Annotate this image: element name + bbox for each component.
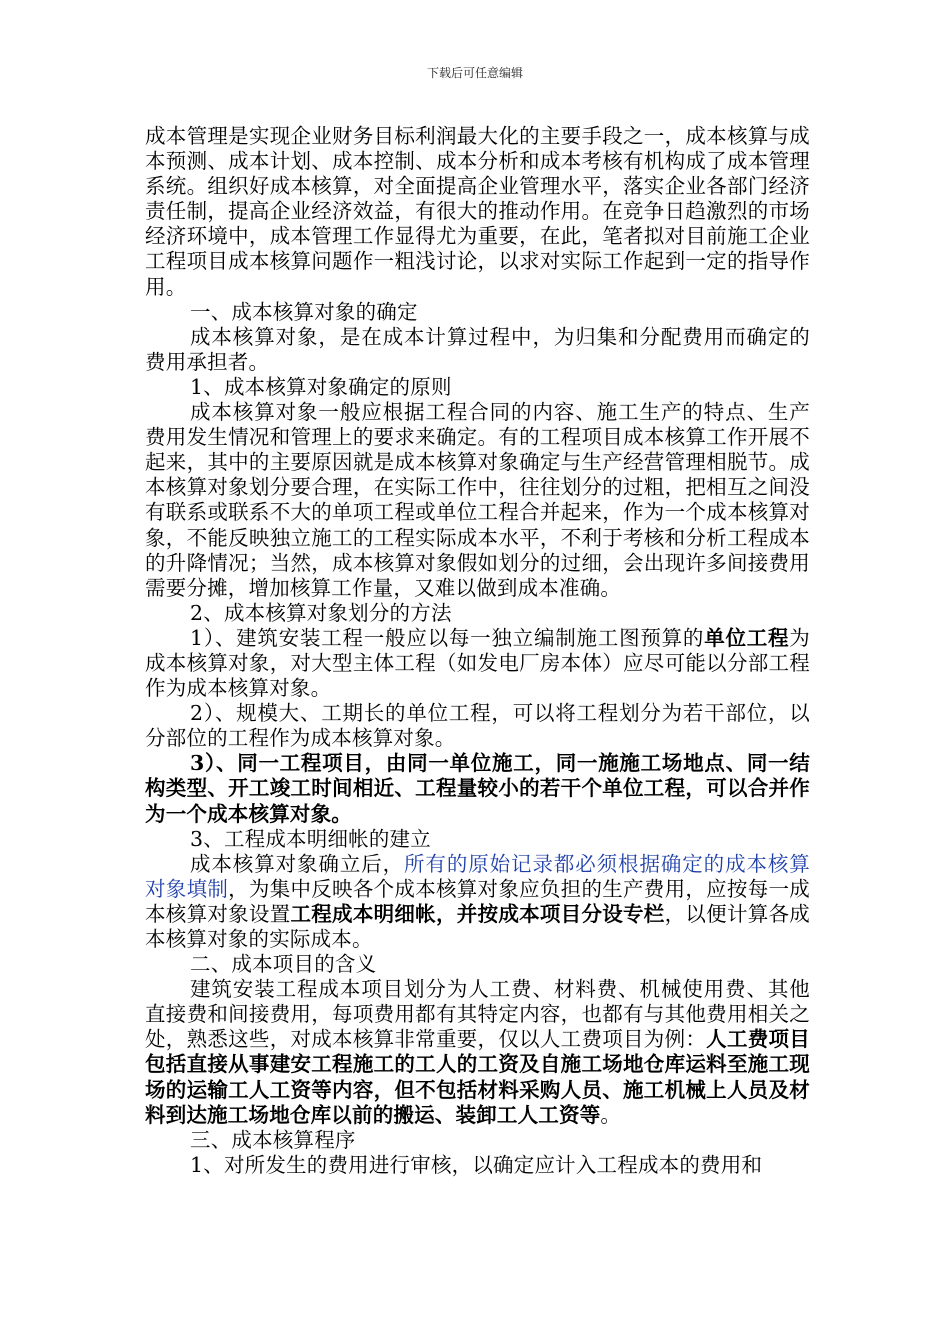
paragraph-procedure-1: 1、对所发生的费用进行审核，以确定应计入工程成本的费用和 (190, 1152, 763, 1177)
ledger-bold: 工程成本明细帐，并按成本项目分设专栏 (290, 901, 665, 926)
method-1-rest: 为成本核算对象，对大型主体工程（如发电厂房本体）应尽可能以分部工程作为成本核算对象。 (145, 625, 810, 701)
cost-items-text: 建筑安装工程成本项目划分为人工费、材料费、机械使用费、其他直接费和间接费用，每项费用都有其特定内容，也都有与其他费用相关之处，熟悉这些，对成本核算非常重要，仅以人工费项目为例： (145, 977, 810, 1052)
document-body (145, 124, 810, 1178)
paragraph-cost-items (145, 977, 810, 1128)
ledger-text-e: ，以便计算各成本核算对象的实际成本。 (145, 901, 810, 951)
paragraph-principle: 成本核算对象一般应根据工程合同的内容、施工生产的特点、生产费用发生情况和管理上的要求来确定。有的工程项目成本核算工作开展不起来，其中的主要原因就是成本核算对象确定与生产经营管理相脱节。成本核算对象划分要合理，在实际工作中，往往划分的过粗，把相互之间没有联系或联系不大的单项工程或单位工程合并起来，作为一个成本核算对象，不能反映独立施工的工程实际成本水平，不利于考核和分析工程成本的升降情况；当然，成本核算对象假如划分的过细，会出现许多间接费用需要分摊，增加核算工作量，又难以做到成本准确。 (145, 400, 810, 600)
ledger-text-a: 成本核算对象确立后， (190, 851, 405, 876)
paragraph-method-3: 3）、同一工程项目，由同一单位施工，同一施施工场地点、同一结构类型、开工竣工时间相近、工程量较小的若干个单位工程，可以合并作为一个成本核算对象。 (145, 751, 810, 826)
method-1-text: 1）、建筑安装工程一般应以每一独立编制施工图预算的 (190, 625, 705, 650)
method-1-bold: 单位工程 (704, 625, 790, 650)
subheading-ledger: 3、工程成本明细帐的建立 (190, 826, 431, 851)
cost-items-bold: 人工费项目包括直接从事建安工程施工的工人的工资及自施工场地仓库运料至施工现场的运输工人工资等内容，但不包括材料采购人员、施工机械上人员及材料到达施工场地仓库以前的搬运、装卸工人工资等 (145, 1027, 811, 1127)
paragraph-ledger (145, 852, 810, 952)
section-heading-1: 一、成本核算对象的确定 (190, 299, 418, 324)
section-heading-2: 二、成本项目的含义 (190, 952, 377, 977)
ledger-highlight: 所有的原始记录都必须根据确定的成本核算对象填制 (145, 851, 810, 901)
subheading-principle: 1、成本核算对象确定的原则 (190, 374, 452, 399)
paragraph-method-1 (145, 626, 810, 701)
paragraph-method-2: 2）、规模大、工期长的单位工程，可以将工程划分为若干部位，以分部位的工程作为成本核算对象。 (145, 701, 810, 751)
ledger-text-c: ，为集中反映各个成本核算对象应负担的生产费用，应按每一成本核算对象设置 (145, 876, 810, 926)
subheading-method: 2、成本核算对象划分的方法 (190, 600, 452, 625)
section-heading-3: 三、成本核算程序 (190, 1127, 356, 1152)
paragraph-intro: 成本管理是实现企业财务目标利润最大化的主要手段之一，成本核算与成本预测、成本计划、成本控制、成本分析和成本考核有机构成了成本管理系统。组织好成本核算，对全面提高企业管理水平，落实企业各部门经济责任制，提高企业经济效益，有很大的推动作用。在竞争日趋激烈的市场经济环境中，成本管理工作显得尤为重要，在此，笔者拟对目前施工企业工程项目成本核算问题作一粗浅讨论，以求对实际工作起到一定的指导作用。 (145, 124, 810, 299)
page-header: 下载后可任意编辑 (426, 66, 523, 80)
paragraph-definition: 成本核算对象，是在成本计算过程中，为归集和分配费用而确定的费用承担者。 (145, 324, 810, 374)
cost-items-end: 。 (600, 1102, 622, 1127)
